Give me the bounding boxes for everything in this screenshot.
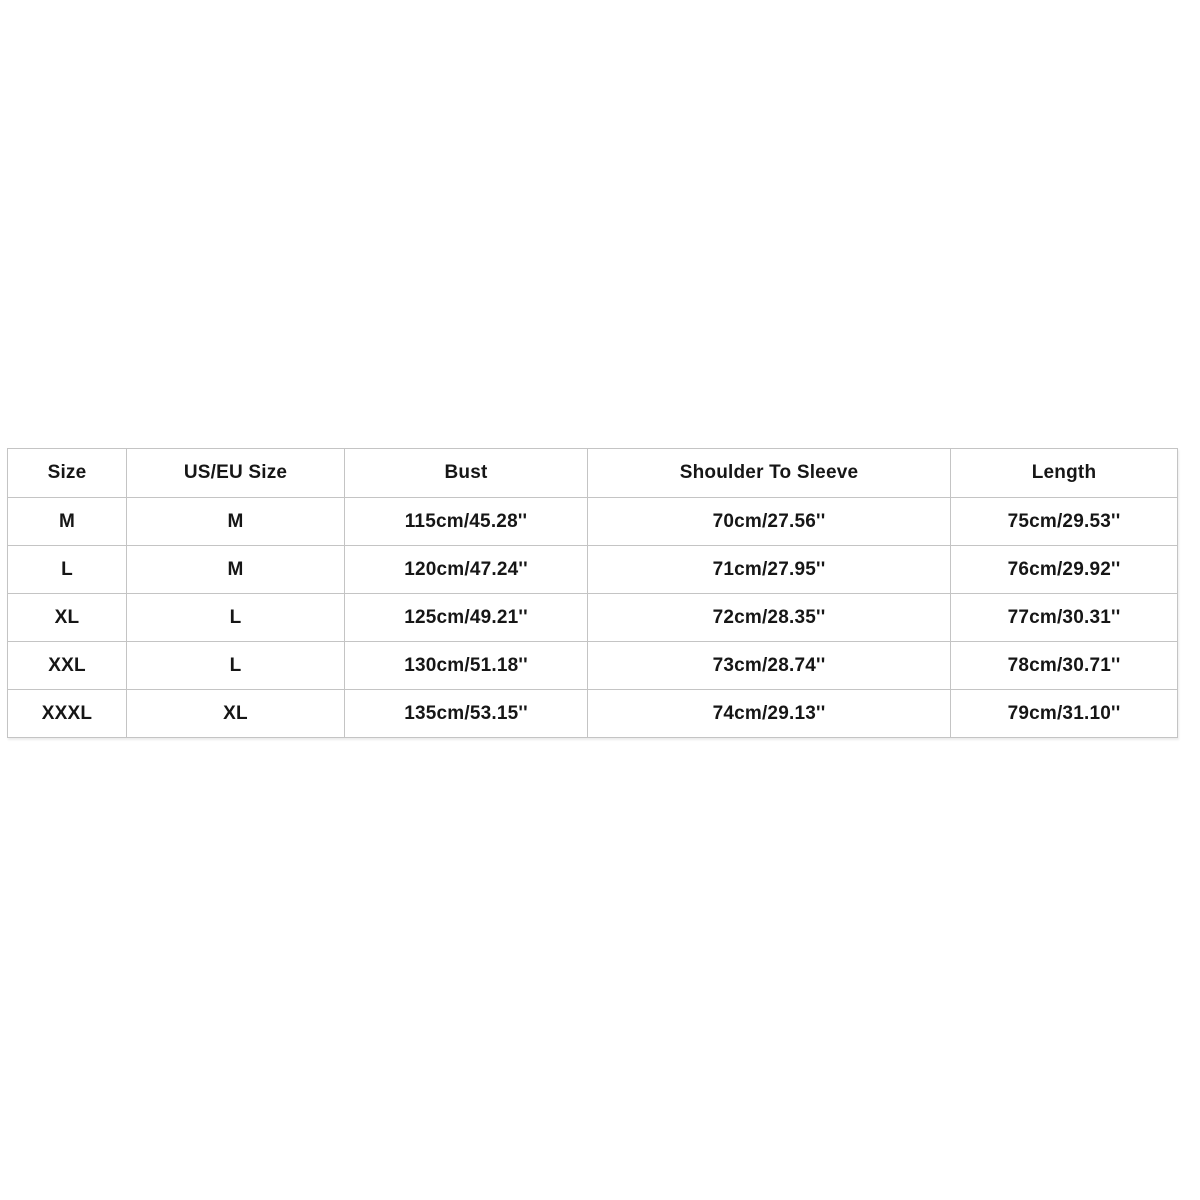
cell-length: 79cm/31.10'' [951,690,1178,738]
table-row [8,546,1178,594]
table-row [8,642,1178,690]
cell-us-eu-size: M [127,498,345,546]
cell-size: L [8,546,127,594]
cell-bust: 115cm/45.28'' [345,498,588,546]
column-header-shoulder-to-sleeve: Shoulder To Sleeve [588,449,951,498]
size-chart-body [8,498,1178,738]
cell-bust: 130cm/51.18'' [345,642,588,690]
cell-bust: 135cm/53.15'' [345,690,588,738]
cell-shoulder-to-sleeve: 71cm/27.95'' [588,546,951,594]
column-header-length: Length [951,449,1178,498]
cell-us-eu-size: L [127,594,345,642]
column-header-size: Size [8,449,127,498]
cell-bust: 120cm/47.24'' [345,546,588,594]
cell-length: 75cm/29.53'' [951,498,1178,546]
cell-bust: 125cm/49.21'' [345,594,588,642]
table-row [8,594,1178,642]
cell-size: XXXL [8,690,127,738]
cell-size: XL [8,594,127,642]
cell-us-eu-size: L [127,642,345,690]
column-header-bust: Bust [345,449,588,498]
cell-shoulder-to-sleeve: 70cm/27.56'' [588,498,951,546]
column-header-us-eu-size: US/EU Size [127,449,345,498]
cell-us-eu-size: M [127,546,345,594]
cell-us-eu-size: XL [127,690,345,738]
header-row [8,449,1178,498]
cell-shoulder-to-sleeve: 72cm/28.35'' [588,594,951,642]
cell-shoulder-to-sleeve: 73cm/28.74'' [588,642,951,690]
size-chart-header [8,449,1178,498]
table-row [8,690,1178,738]
cell-shoulder-to-sleeve: 74cm/29.13'' [588,690,951,738]
cell-length: 78cm/30.71'' [951,642,1178,690]
table-row [8,498,1178,546]
size-chart-table [7,448,1178,738]
cell-size: M [8,498,127,546]
cell-length: 76cm/29.92'' [951,546,1178,594]
cell-length: 77cm/30.31'' [951,594,1178,642]
cell-size: XXL [8,642,127,690]
